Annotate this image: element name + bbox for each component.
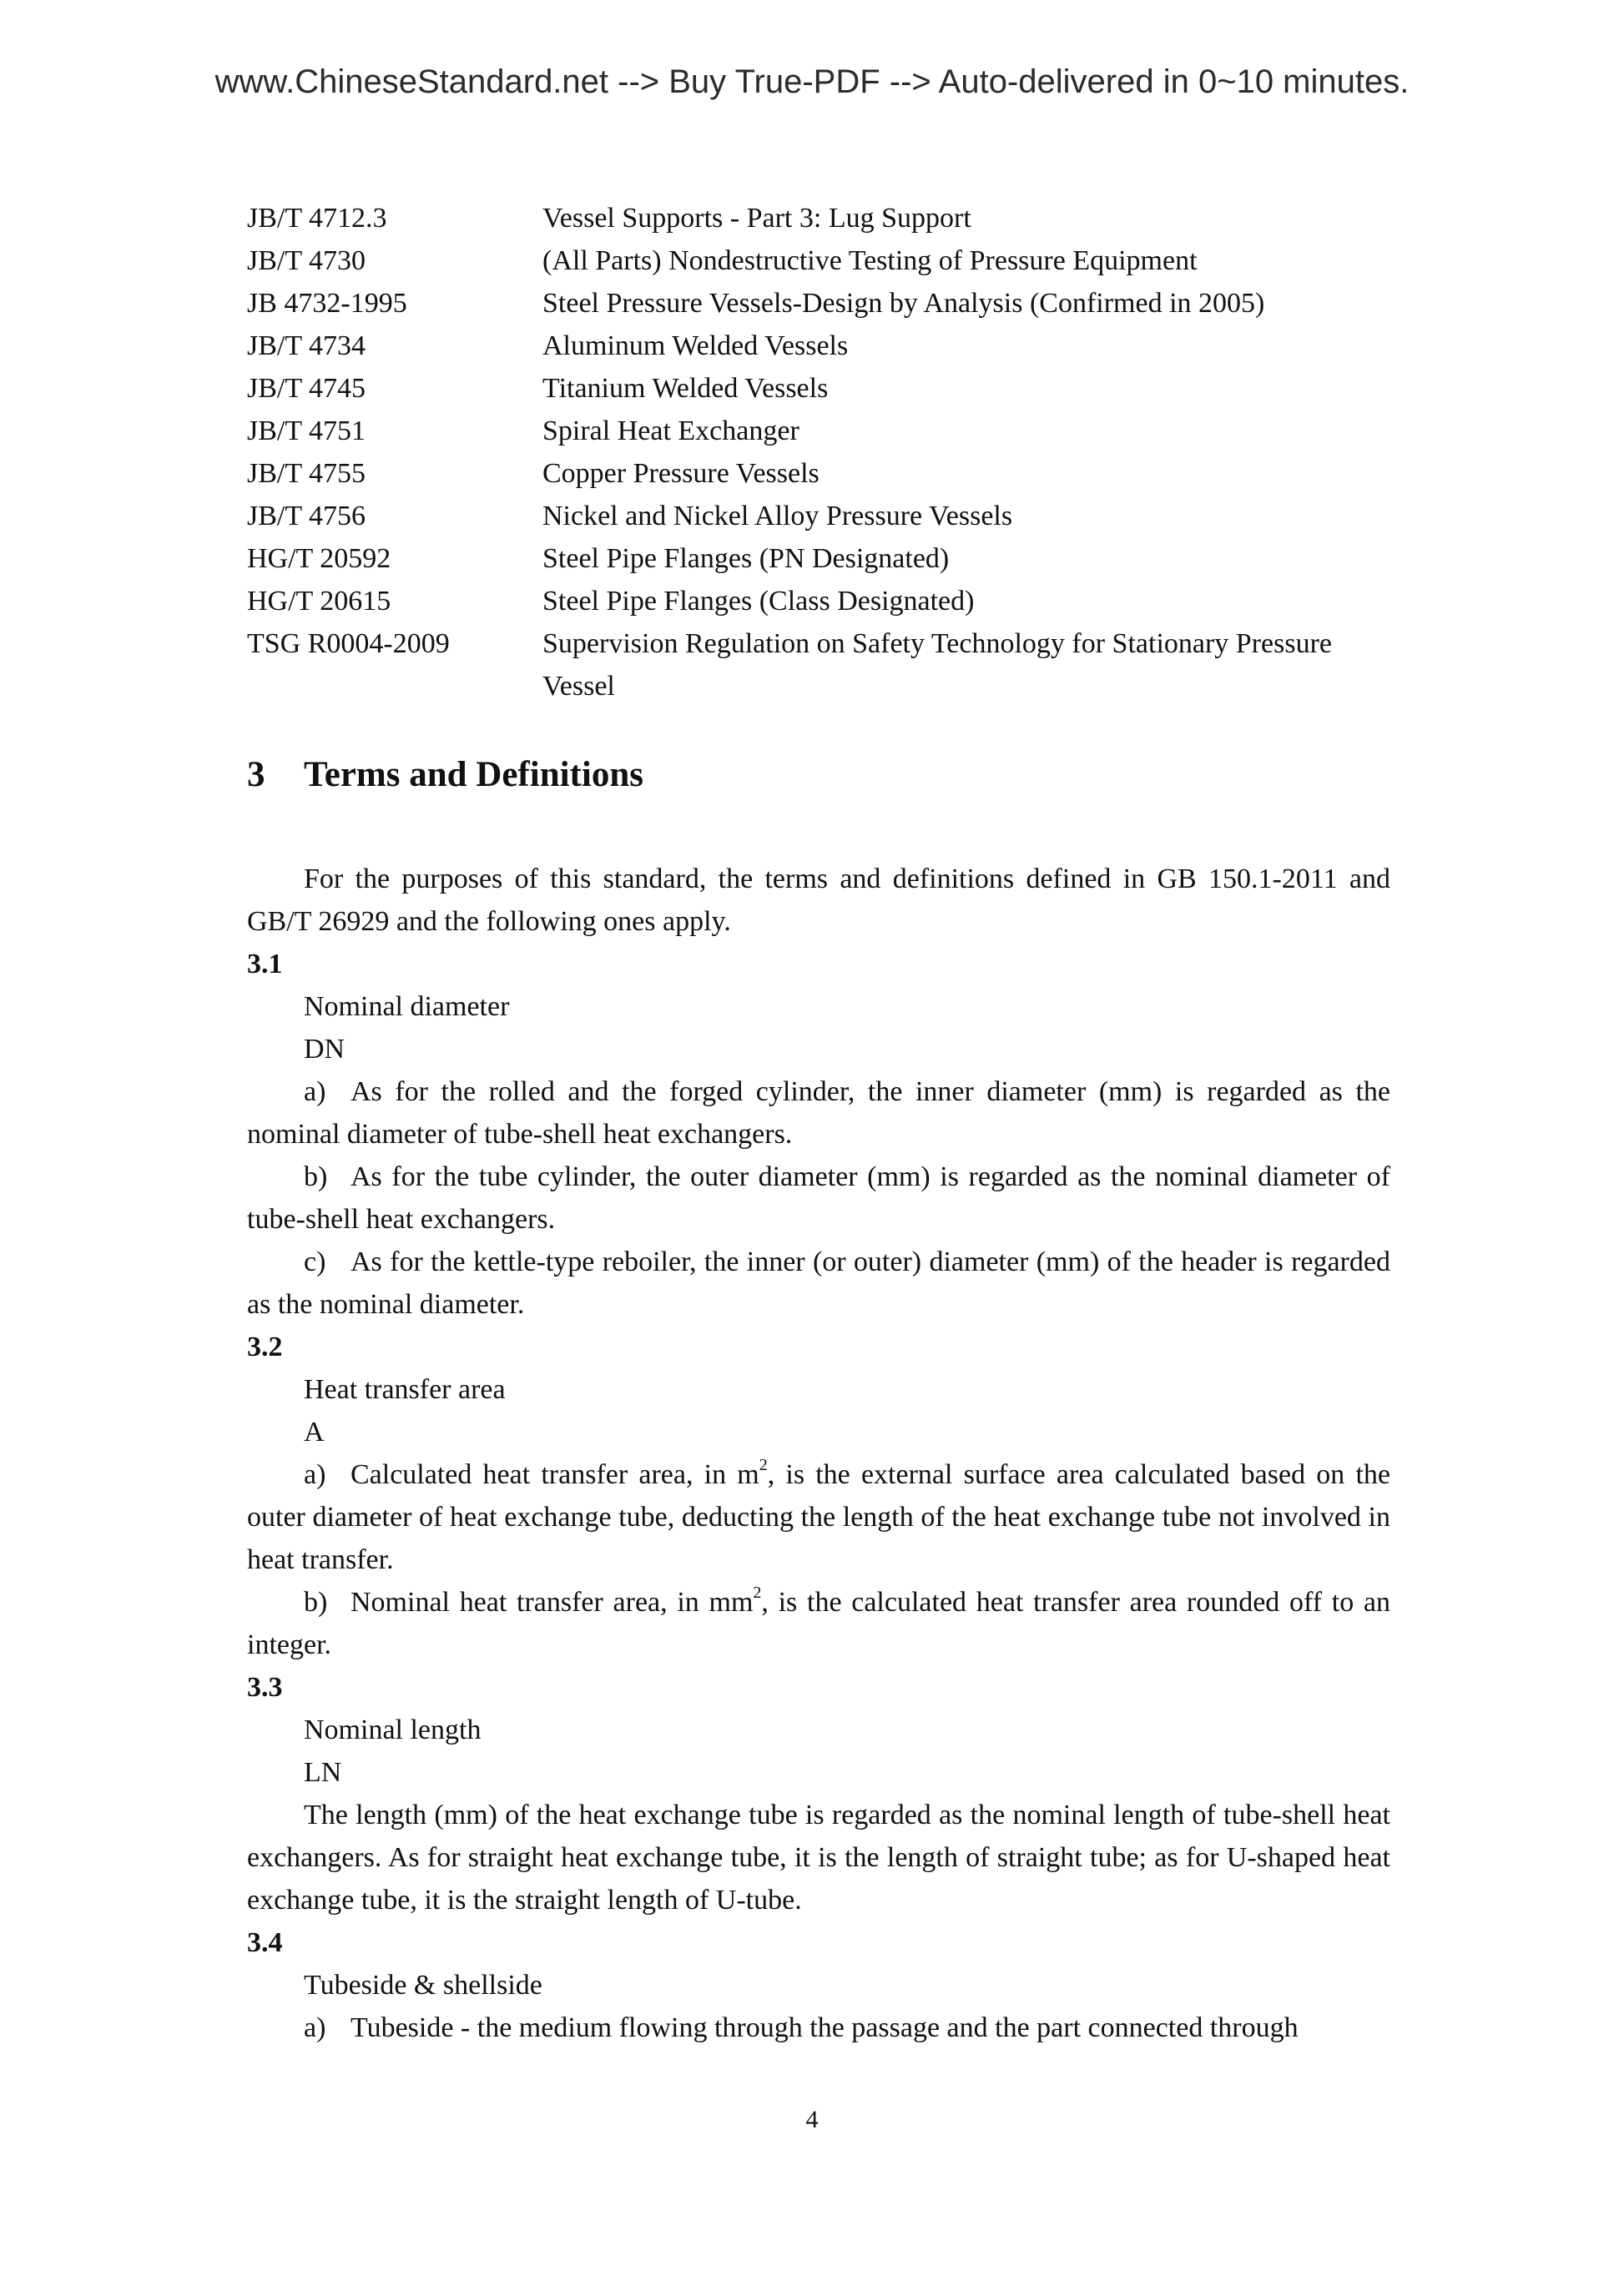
reference-title: Supervision Regulation on Safety Technology for Stationary Pressure Vessel [542, 628, 1333, 702]
term-symbol-ln: LN [304, 1757, 342, 1788]
section-number: 3 [247, 755, 265, 794]
item-label: b) [304, 1587, 328, 1618]
reference-code: HG/T 20592 [247, 543, 391, 574]
item-text: Calculated heat transfer area, in m [351, 1459, 759, 1490]
reference-title: Steel Pipe Flanges (PN Designated) [542, 543, 950, 574]
reference-title: Spiral Heat Exchanger [542, 415, 799, 446]
term-tubeside-shellside: Tubeside & shellside [304, 1970, 542, 2001]
reference-code: JB/T 4745 [247, 373, 366, 404]
term-nominal-diameter: Nominal diameter [304, 991, 510, 1022]
reference-code: JB/T 4712.3 [247, 203, 387, 234]
item-label: a) [304, 2012, 326, 2043]
clause-number-3-4: 3.4 [247, 1927, 283, 1958]
term-symbol-a: A [304, 1417, 325, 1448]
superscript: 2 [753, 1583, 762, 1602]
clause-paragraph: The length (mm) of the heat exchange tube is regarded as the nominal length of tube-shell heat exchangers. As for straight heat exchange tube, it is the length of straight tube; as for U-shaped heat exchange tube, it is the straight length of U-tube. [247, 1800, 1390, 1916]
clause-number-3-3: 3.3 [247, 1672, 283, 1703]
reference-row [247, 410, 1390, 452]
reference-row [247, 452, 1390, 495]
document-page [247, 197, 1390, 2049]
item-label: c) [304, 1246, 326, 1277]
reference-title: (All Parts) Nondestructive Testing of Pressure Equipment [542, 245, 1198, 276]
clause-item [247, 2006, 1390, 2049]
clause-item [247, 1156, 1390, 1241]
reference-row [247, 622, 1390, 707]
item-label: a) [304, 1459, 326, 1490]
reference-code: HG/T 20615 [247, 586, 391, 617]
reference-row [247, 197, 1390, 239]
item-text: Nominal heat transfer area, in mm [351, 1587, 754, 1618]
item-label: b) [304, 1161, 328, 1192]
reference-title: Vessel Supports - Part 3: Lug Support [542, 203, 971, 234]
reference-title: Nickel and Nickel Alloy Pressure Vessels [542, 501, 1013, 531]
reference-row [247, 325, 1390, 367]
reference-row [247, 537, 1390, 580]
reference-row [247, 239, 1390, 282]
term-symbol-dn: DN [304, 1034, 345, 1065]
reference-code: TSG R0004-2009 [247, 628, 450, 659]
reference-row [247, 282, 1390, 325]
reference-row [247, 367, 1390, 410]
term-nominal-length: Nominal length [304, 1714, 482, 1745]
section-heading [247, 753, 1390, 796]
page-number: 4 [805, 2106, 819, 2133]
section-intro: For the purposes of this standard, the terms and definitions defined in GB 150.1-2011 and GB/T 26929 and the following ones apply. [247, 864, 1390, 937]
item-label: a) [304, 1076, 326, 1107]
reference-row [247, 495, 1390, 537]
term-heat-transfer-area: Heat transfer area [304, 1374, 506, 1405]
item-text: Tubeside - the medium flowing through the passage and the part connected through [351, 2012, 1299, 2043]
reference-title: Copper Pressure Vessels [542, 458, 820, 489]
reference-code: JB/T 4751 [247, 415, 366, 446]
normative-references-list [247, 197, 1390, 707]
reference-row [247, 580, 1390, 622]
reference-title: Steel Pipe Flanges (Class Designated) [542, 586, 975, 617]
reference-code: JB/T 4730 [247, 245, 366, 276]
reference-code: JB 4732-1995 [247, 288, 407, 319]
item-text: , is the external surface area calculated based on the outer diameter of heat exchange tube, deducting the length of the heat exchange tube not involved in heat transfer. [247, 1459, 1390, 1575]
reference-title: Aluminum Welded Vessels [542, 330, 849, 361]
item-text: As for the kettle-type reboiler, the inner (or outer) diameter (mm) of the header is regarded as the nominal diameter. [247, 1246, 1390, 1320]
clause-number-3-2: 3.2 [247, 1332, 283, 1362]
clause-item [247, 1070, 1390, 1156]
clause-item [247, 1241, 1390, 1326]
clause-item [247, 1581, 1390, 1666]
clause-item [247, 1453, 1390, 1581]
superscript: 2 [759, 1455, 768, 1474]
reference-code: JB/T 4756 [247, 501, 366, 531]
item-text: As for the tube cylinder, the outer diameter (mm) is regarded as the nominal diameter of tube-shell heat exchangers. [247, 1161, 1390, 1235]
reference-title: Titanium Welded Vessels [542, 373, 829, 404]
reference-title: Steel Pressure Vessels-Design by Analysis (Confirmed in 2005) [542, 288, 1265, 319]
item-text: As for the rolled and the forged cylinder, the inner diameter (mm) is regarded as the nominal diameter of tube-shell heat exchangers. [247, 1076, 1390, 1150]
clause-number-3-1: 3.1 [247, 949, 283, 979]
site-banner: www.ChineseStandard.net --> Buy True-PDF --> Auto-delivered in 0~10 minutes. [214, 63, 1410, 100]
item-text: , is the calculated heat transfer area rounded off to an integer. [247, 1587, 1390, 1660]
section-title: Terms and Definitions [304, 755, 643, 794]
reference-code: JB/T 4755 [247, 458, 366, 489]
reference-code: JB/T 4734 [247, 330, 366, 361]
